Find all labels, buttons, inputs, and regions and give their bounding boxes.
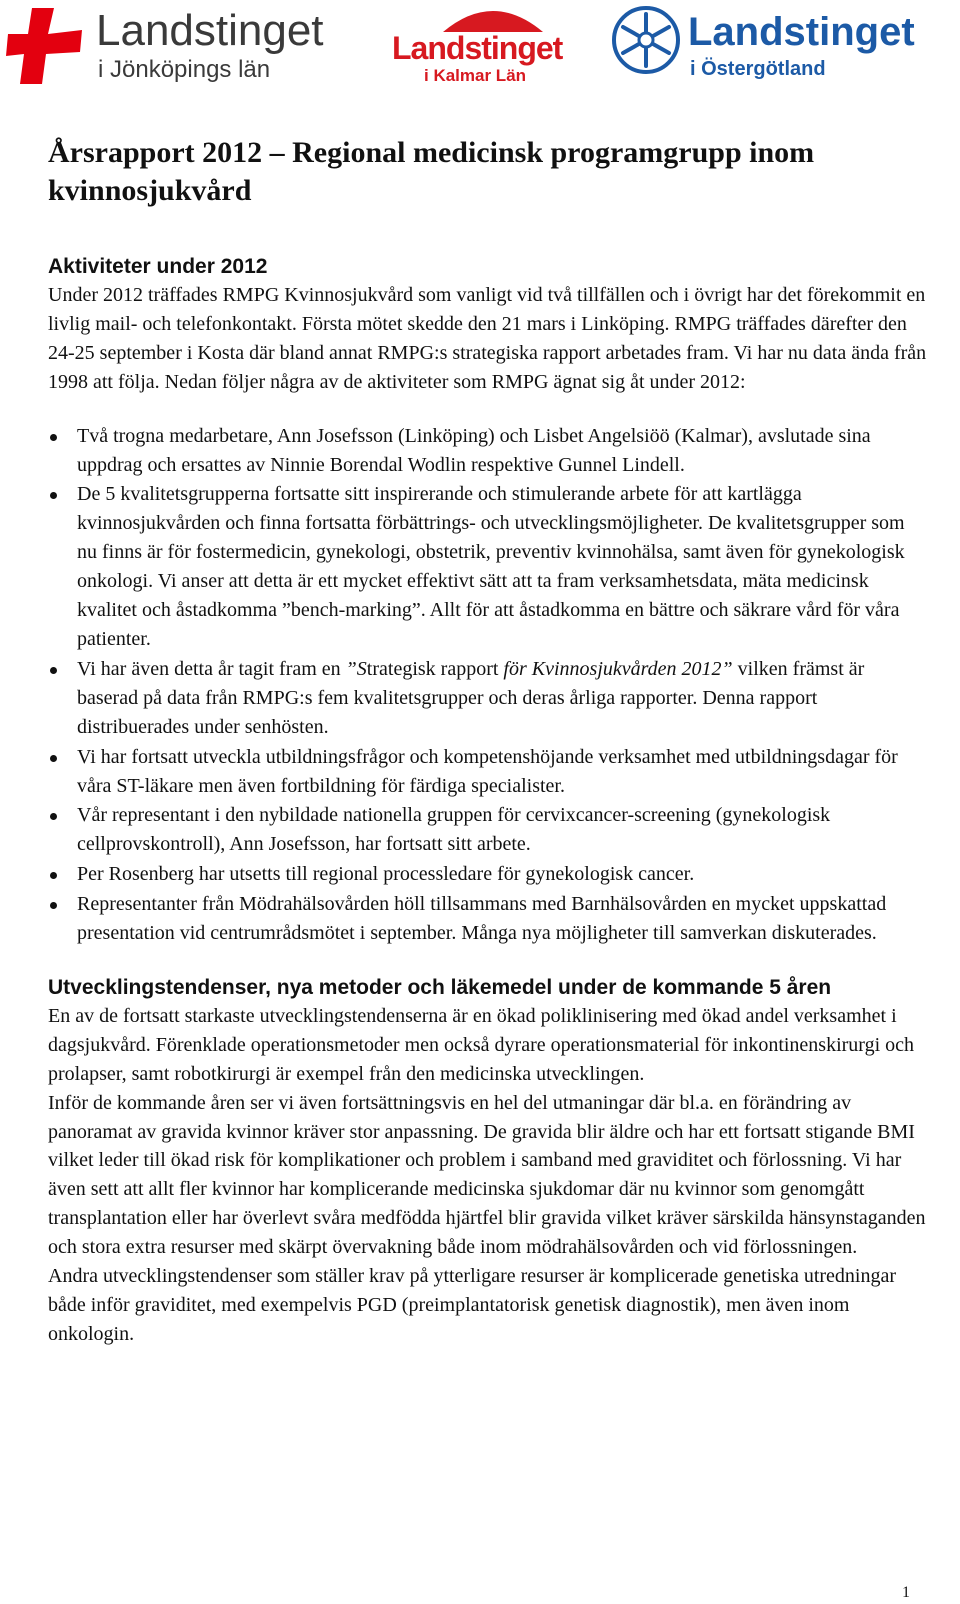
section-trends-paragraph: En av de fortsatt starkaste utvecklingstendenserna är en ökad poliklinisering med ökad andel verksamhet i dagsjukvård. Förenklade operationsmetoder men också dyrare operationsmaterial för inkontinenskirurgi och prolapser, samt robotkirurgi är exempel från den medicinska utvecklingen. [48, 1004, 915, 1085]
section-trends-heading: Utvecklingstendenser, nya metoder och läkemedel under de kommande 5 åren [48, 975, 832, 999]
logo-landstinget-kalmar [388, 0, 578, 92]
logo-landstinget-ostergotland [610, 0, 950, 92]
logo-jonkoping-name: Landstinget [96, 6, 324, 55]
document-body [48, 134, 928, 1349]
header-logos [0, 0, 960, 100]
section-activities [48, 252, 928, 948]
section-activities-intro: Under 2012 träffades RMPG Kvinnosjukvård som vanligt vid två tillfällen och i övrigt har det förekommit en livlig mail- och telefonkontakt. Första mötet skedde den 21 mars i Linköping. RMPG träffades därefter den 24-25 september i Kosta där bland annat RMPG:s strategiska rapport arbetades fram. Vi har nu data ända från 1998 att följa. Nedan följer några av de aktiviteter som RMPG ägnat sig åt under 2012: [48, 284, 927, 393]
activities-list [48, 422, 928, 948]
logo-ostergotland-sub: i Östergötland [690, 58, 826, 80]
list-item: Per Rosenberg har utsetts till regional processledare för gynekologisk cancer. [48, 860, 928, 889]
bullet-icon [50, 434, 57, 441]
logo-landstinget-jonkoping [0, 0, 360, 92]
list-item: Representanter från Mödrahälsovården höll tillsammans med Barnhälsovården en mycket uppskattad presentation vid centrumrådsmötet i september. Många nya möjligheter till samverkan diskuterades. [48, 890, 928, 948]
section-trends-paragraph: Inför de kommande åren ser vi även fortsättningsvis en hel del utmaningar där bl.a. en förändring av panoramat av gravida kvinnor kräver stor anpassning. De gravida blir äldre och har ett fortsatt stigande BMI vilket leder till ökad risk för komplikationer och problem i samband med graviditet och förlossning. Vi har även sett att allt fler kvinnor har komplicerande medicinska sjukdomar där nu kvinnor som genomgått transplantation eller har överlevt svåra medfödda hjärtfel blir gravida vilket kräver särskilda hänsynstaganden och stora extra resurser med skärpt övervakning både inom mödrahälsovården och vid förlossningen. [48, 1091, 926, 1259]
page-number: 1 [902, 1584, 910, 1601]
bullet-icon [50, 667, 57, 674]
list-item: Två trogna medarbetare, Ann Josefsson (Linköping) och Lisbet Angelsiöö (Kalmar), avslutade sina uppdrag och ersattes av Ninnie Borendal Wodlin respektive Gunnel Lindell. [48, 422, 928, 480]
snowflake-emblem-icon [610, 4, 682, 76]
list-item: Vår representant i den nybildade nationella gruppen för cervixcancer-screening (gynekologisk cellprovskontroll), Ann Josefsson, har fortsatt sitt arbete. [48, 801, 928, 859]
bullet-icon [50, 872, 57, 879]
bullet-icon [50, 902, 57, 909]
list-item: De 5 kvalitetsgrupperna fortsatte sitt inspirerande och stimulerande arbete för att kartlägga kvinnosjukvården och finna fortsatta förbättrings- och utvecklingsmöjligheter. De kvalitetsgrupper som nu finns är för fostermedicin, gynekologi, obstetrik, preventiv kvinnohälsa, samt även för gynekologisk onkologi. Vi anser att detta är ett mycket effektivt sätt att ta fram verksamhetsdata, mäta medicinsk kvalitet och åstadkomma ”bench-marking”. Allt för att åstadkomma en bättre och säkrare vård för våra patienter. [48, 480, 928, 653]
logo-jonkoping-sub: i Jönköpings län [98, 56, 271, 83]
red-cross-icon [2, 4, 86, 88]
section-activities-heading: Aktiviteter under 2012 [48, 255, 268, 278]
list-item: Vi har fortsatt utveckla utbildningsfrågor och kompetenshöjande verksamhet med utbildningsdagar för våra ST-läkare men även fortbildning för färdiga specialister. [48, 743, 928, 801]
logo-ostergotland-name: Landstinget [688, 10, 915, 54]
list-item: Vi har även detta år tagit fram en ”Strategisk rapport för Kvinnosjukvården 2012” vilken främst är baserad på data från RMPG:s fem kvalitetsgrupper och deras årliga rapporter. Denna rapport distribuerades under senhösten. [48, 655, 928, 742]
logo-kalmar-sub: i Kalmar Län [424, 66, 527, 85]
bullet-icon [50, 492, 57, 499]
section-trends [48, 973, 928, 1349]
page-title: Årsrapport 2012 – Regional medicinsk programgrupp inom kvinnosjukvård [48, 136, 815, 207]
logo-kalmar-name: Landstinget [392, 30, 563, 66]
bullet-icon [50, 813, 57, 820]
section-trends-paragraph: Andra utvecklingstendenser som ställer krav på ytterligare resurser är komplicerade genetiska utredningar både inför graviditet, med exempelvis PGD (preimplantatorisk genetisk diagnostik), men även inom onkologin. [48, 1265, 897, 1345]
bullet-icon [50, 755, 57, 762]
